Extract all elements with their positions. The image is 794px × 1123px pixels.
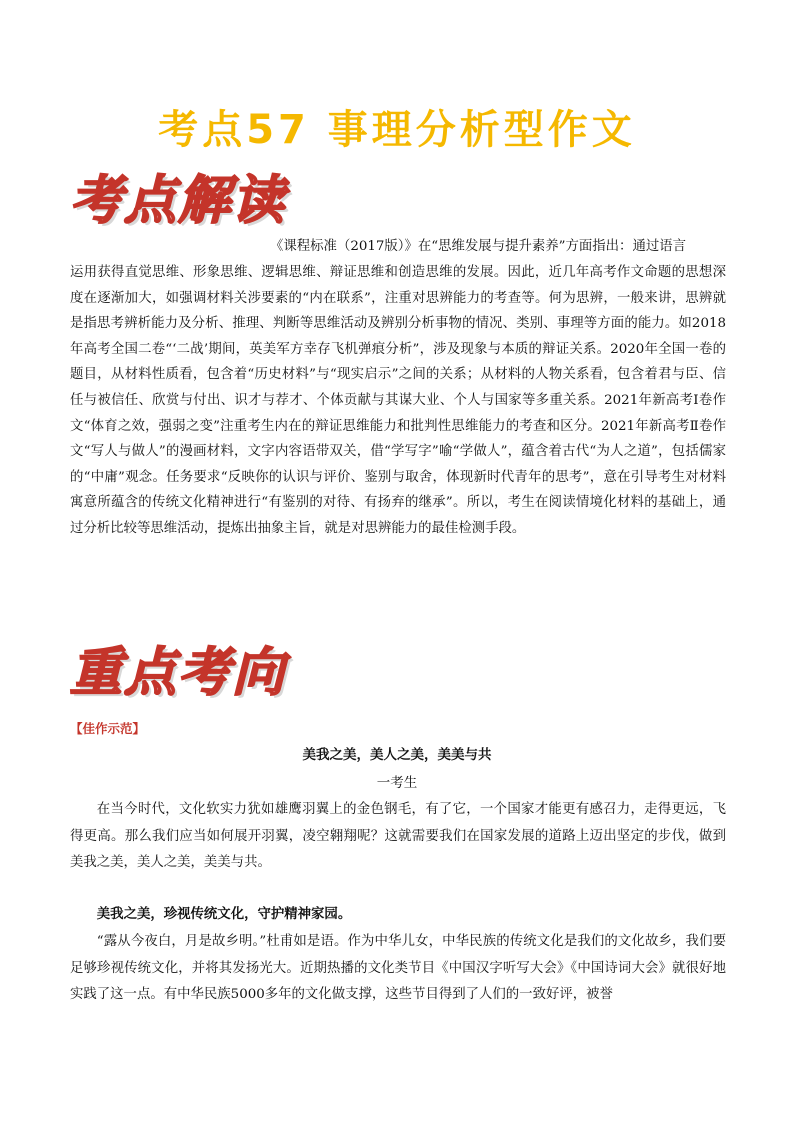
essay-subheading: 美我之美，珍视传统文化，守护精神家园。 <box>96 907 352 922</box>
essay-author: 一考生 <box>376 775 418 791</box>
section-heading-interpretation: 考点解读 <box>70 171 287 231</box>
intro-first-line: 《课程标准（2017版）》在“思维发展与提升素养”方面指出：通过语言 <box>270 239 687 254</box>
essay-paragraph-2: “露从今夜白，月是故乡明。”杜甫如是语。作为中华儿女，中华民族的传统文化是我们的文化故乡，我们要足够珍视传统文化，并将其发扬光大。近期热播的文化类节目《中国汉字听写大会》《中国诗词大会》就很好地实践了这一点。有中华民族5000多年的文化做支撑，这些节目得到了人们的一致好评，被誉 <box>70 934 726 1002</box>
section-heading-focus: 重点考向 <box>70 643 287 703</box>
essay-paragraph-1: 在当今时代，文化软实力犹如雄鹰羽翼上的金色钢毛，有了它，一个国家才能更有感召力，走得更远，飞得更高。那么我们应当如何展开羽翼，凌空翱翔呢？这就需要我们在国家发展的道路上迈出坚定的步伐，做到美我之美，美人之美，美美与共。 <box>70 802 726 870</box>
page-title: 考点57 事理分析型作文 <box>158 107 636 153</box>
intro-paragraph: 运用获得直觉思维、形象思维、逻辑思维、辩证思维和创造思维的发展。因此，近几年高考作文命题的思想深度在逐渐加大，如强调材料关涉要素的“内在联系”，注重对思辨能力的考查等。何为思辨，一般来讲，思辨就是指思考辨析能力及分析、推理、判断等思维活动及辨别分析事物的情况、类别、事理等方面的能力。如2018年高考全国二卷“‘二战’期间，英美军方幸存飞机弹痕分析”，涉及现象与本质的辩证关系。2020年全国一卷的题目，从材料性质看，包含着“历史材料”与“现实启示”之间的关系；从材料的人物关系看，包含着君与臣、信任与被信任、欣赏与付出、识才与荐才、个体贡献与其谋大业、个人与国家等多重关系。2021年新高考Ⅰ卷作文“体育之效，强弱之变”注重考生内在的辩证思维能力和批判性思维能力的考查和区分。2021年新高考Ⅱ卷作文“写人与做人”的漫画材料，文字内容语带双关，借“学写字”喻“学做人”，蕴含着古代“为人之道”，包括儒家的“中庸”观念。任务要求“反映你的认识与评价、鉴别与取舍，体现新时代青年的思考”，意在引导考生对材料寓意所蕴含的传统文化精神进行“有鉴别的对待、有扬弃的继承”。所以，考生在阅读情境化材料的基础上，通过分析比较等思维活动，提炼出抽象主旨，就是对思辨能力的最佳检测手段。 <box>70 265 726 536</box>
example-tag: 【佳作示范】 <box>70 721 146 736</box>
essay-title: 美我之美，美人之美，美美与共 <box>302 747 492 763</box>
